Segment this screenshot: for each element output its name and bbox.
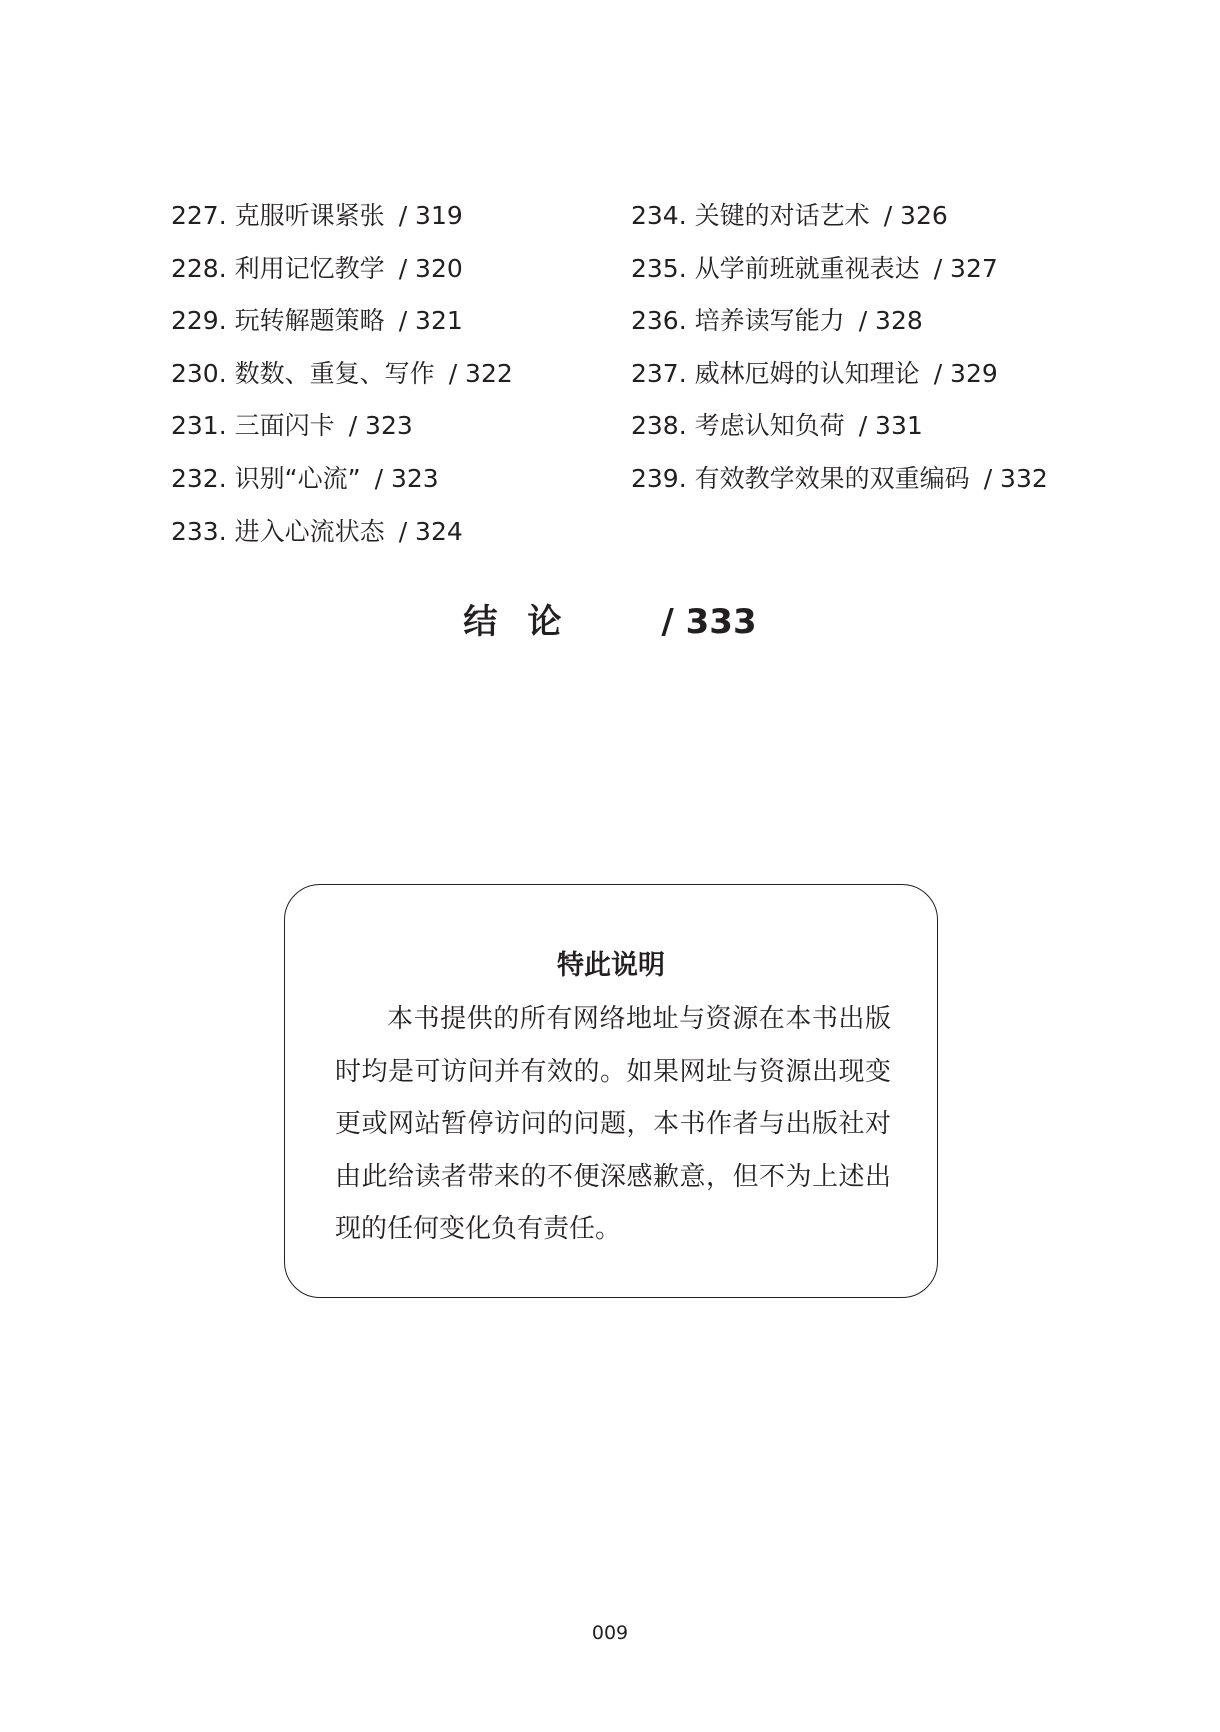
toc-entry-number: 237. xyxy=(631,358,687,388)
toc-entry-title: 玩转解题策略 xyxy=(234,306,385,336)
page-number: 009 xyxy=(591,1622,629,1644)
toc-entry-page: / 327 xyxy=(933,253,998,283)
toc-entry[interactable] xyxy=(171,453,513,506)
toc-entry-number: 233. xyxy=(171,516,227,546)
toc-entry-title: 数数、重复、写作 xyxy=(234,358,435,388)
toc-entry[interactable] xyxy=(631,453,1048,506)
toc-entry-number: 236. xyxy=(631,306,687,336)
toc-column-left xyxy=(171,190,513,558)
toc-entry-page: / 323 xyxy=(348,411,413,441)
toc-entry-page: / 328 xyxy=(858,306,923,336)
conclusion-title: 结论 xyxy=(463,602,592,642)
toc-entry-title: 关键的对话艺术 xyxy=(694,201,870,230)
toc-entry[interactable] xyxy=(631,348,1048,401)
toc-conclusion-entry[interactable] xyxy=(0,594,1220,643)
toc-entry[interactable] xyxy=(171,348,513,401)
toc-entry-page: / 323 xyxy=(374,463,439,493)
conclusion-page: / 333 xyxy=(661,602,757,642)
toc-entry[interactable] xyxy=(171,243,513,296)
toc-entry[interactable] xyxy=(171,400,513,453)
toc-entry-number: 227. xyxy=(171,201,227,230)
toc-entry-number: 235. xyxy=(631,253,687,283)
toc-entry-number: 230. xyxy=(171,358,227,388)
toc-entry-page: / 320 xyxy=(398,253,463,283)
toc-entry-page: / 331 xyxy=(858,411,923,441)
toc-entry-number: 228. xyxy=(171,253,227,283)
toc-entry-title: 识别“心流” xyxy=(234,463,361,493)
toc-entry-number: 238. xyxy=(631,411,687,441)
toc-entry[interactable] xyxy=(631,243,1048,296)
toc-entry-number: 239. xyxy=(631,463,687,493)
toc-entry-number: 234. xyxy=(631,201,687,230)
toc-entry-number: 229. xyxy=(171,306,227,336)
toc-entry-title: 威林厄姆的认知理论 xyxy=(694,358,920,388)
toc-entry[interactable] xyxy=(631,295,1048,348)
toc-entry-title: 有效教学效果的双重编码 xyxy=(694,463,970,493)
toc-entry-page: / 319 xyxy=(398,201,463,230)
toc-entry-page: / 322 xyxy=(448,358,513,388)
table-of-contents xyxy=(0,190,1220,560)
toc-entry[interactable] xyxy=(171,295,513,348)
toc-entry-title: 培养读写能力 xyxy=(694,306,845,336)
toc-entry-page: / 332 xyxy=(983,463,1048,493)
notice-heading: 特此说明 xyxy=(557,950,665,981)
toc-entry-page: / 321 xyxy=(398,306,463,336)
toc-entry-title: 进入心流状态 xyxy=(234,516,385,546)
toc-entry-page: / 326 xyxy=(883,201,948,230)
notice-body: 本书提供的所有网络地址与资源在本书出版时均是可访问并有效的。如果网址与资源出现变更或网站暂停访问的问题，本书作者与出版社对由此给读者带来的不便深感歉意，但不为上述出现的任何变化负有责任。 xyxy=(335,1004,891,1244)
toc-entry-title: 克服听课紧张 xyxy=(234,201,385,230)
toc-entry-page: / 324 xyxy=(398,516,463,546)
toc-entry-title: 三面闪卡 xyxy=(234,411,335,441)
toc-entry[interactable] xyxy=(171,506,513,559)
toc-column-right xyxy=(631,190,1048,506)
toc-entry-title: 从学前班就重视表达 xyxy=(694,253,920,283)
toc-entry[interactable] xyxy=(631,190,1048,243)
toc-entry[interactable] xyxy=(171,190,513,243)
notice-box xyxy=(284,884,938,1298)
toc-entry-number: 231. xyxy=(171,411,227,441)
toc-entry-title: 考虑认知负荷 xyxy=(694,411,845,441)
toc-entry-title: 利用记忆教学 xyxy=(234,253,385,283)
toc-entry[interactable] xyxy=(631,400,1048,453)
toc-entry-number: 232. xyxy=(171,463,227,493)
toc-entry-page: / 329 xyxy=(933,358,998,388)
